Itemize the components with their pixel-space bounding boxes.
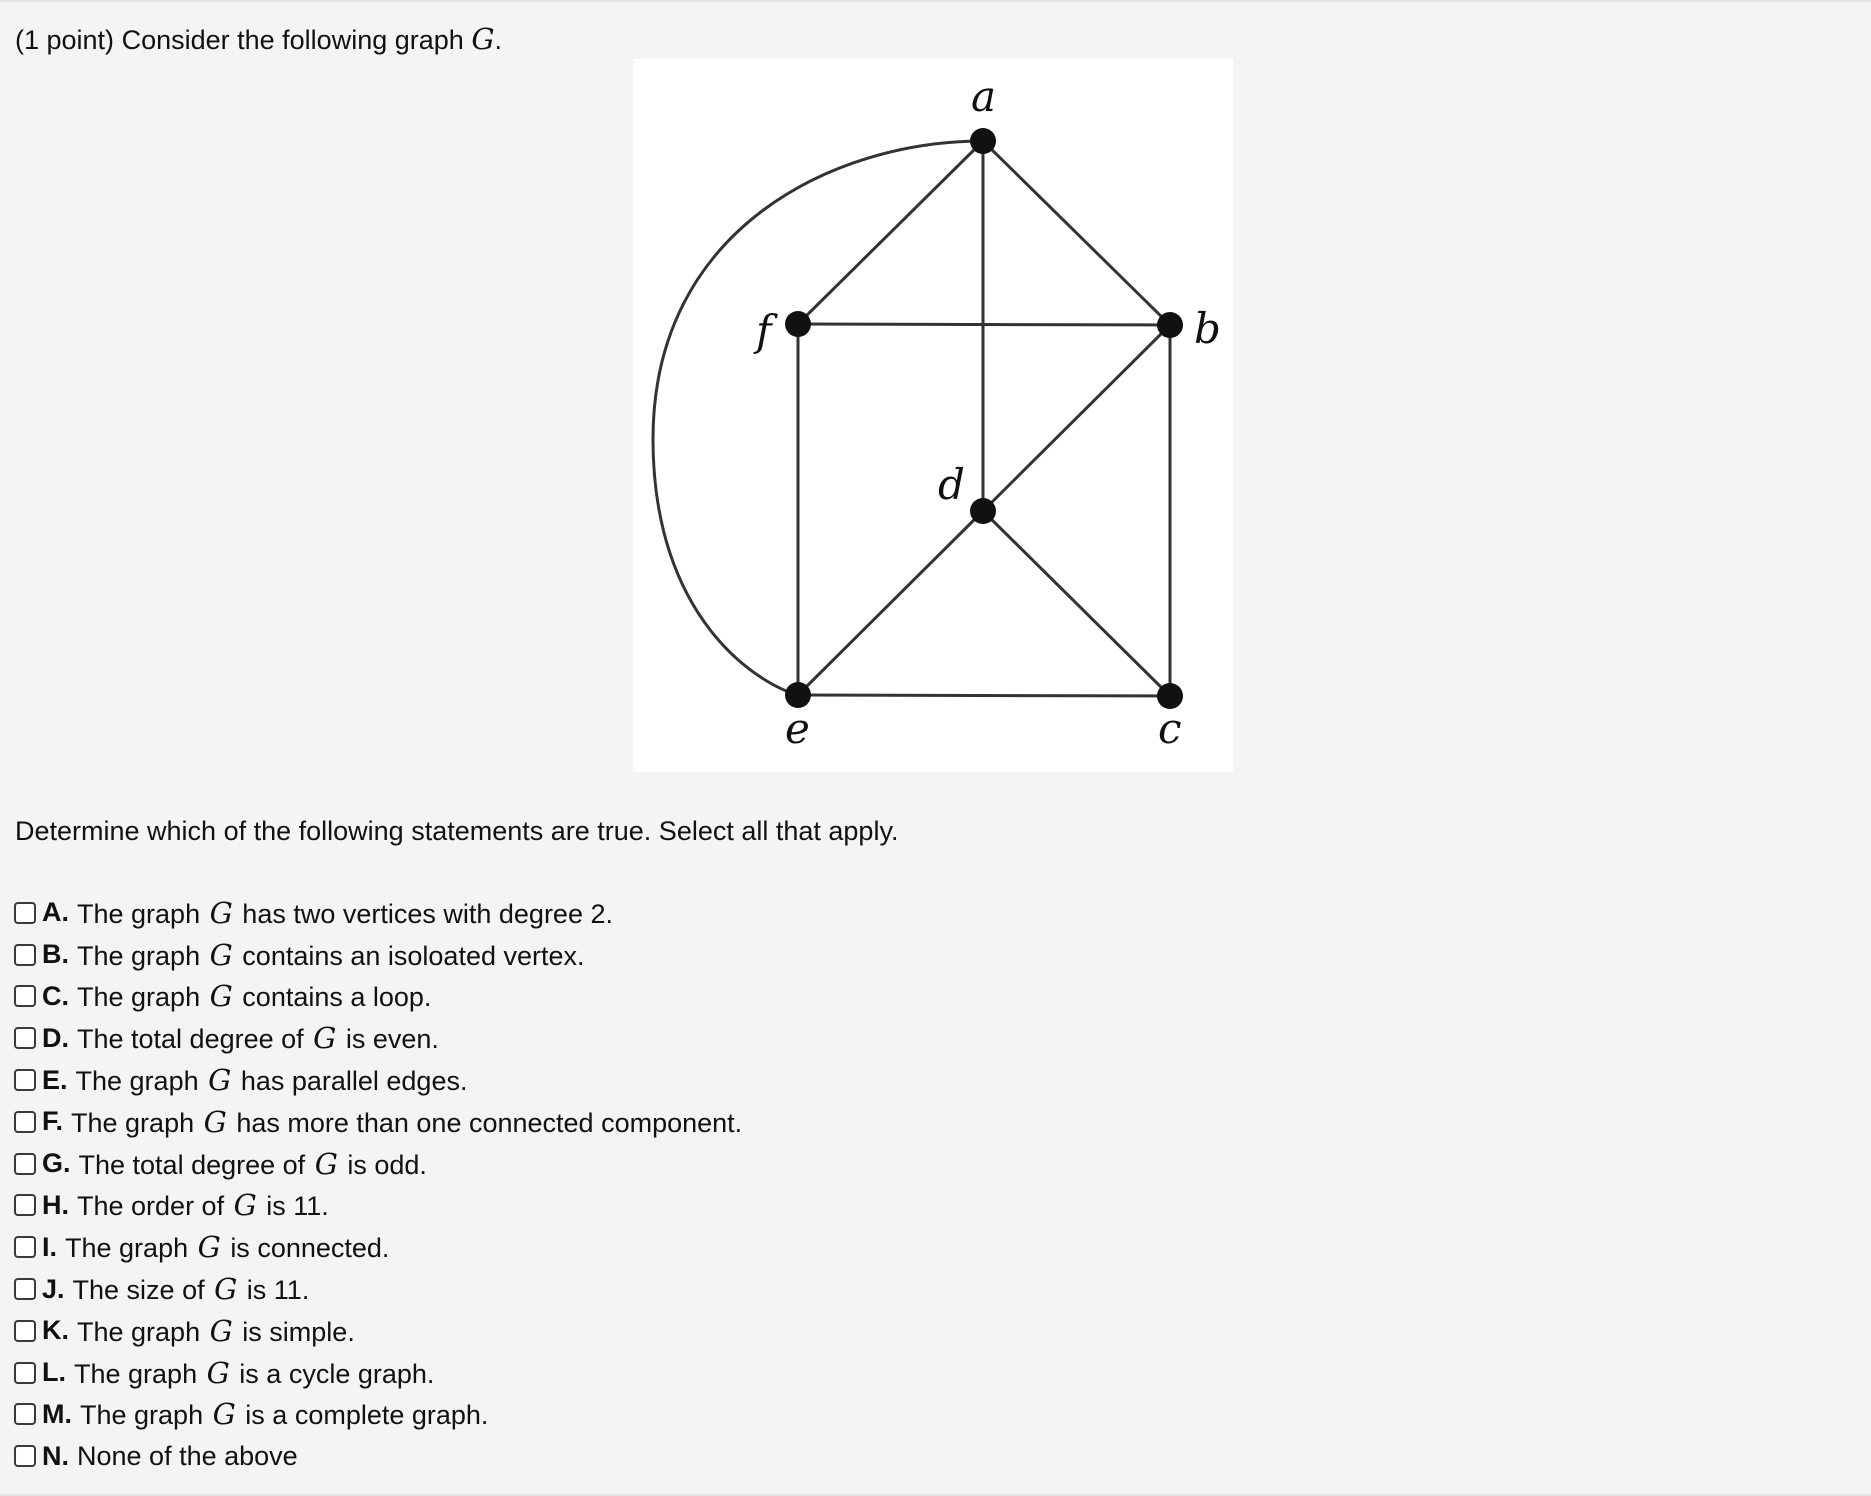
option-h[interactable]: [14, 1185, 742, 1227]
option-f[interactable]: [14, 1101, 742, 1143]
checkbox-b[interactable]: [14, 944, 36, 966]
graph-diagram: [633, 59, 1233, 772]
option-letter: E.: [42, 1064, 68, 1095]
option-c[interactable]: [14, 976, 742, 1018]
graph-symbol: G: [313, 1021, 337, 1056]
graph-symbol: G: [233, 1188, 257, 1223]
edge-d-e: [798, 511, 983, 695]
option-letter: A.: [42, 897, 69, 928]
option-letter: N.: [42, 1440, 69, 1471]
vertex-label-a: a: [971, 72, 997, 121]
option-text: The graph G has two vertices with degree 2.: [77, 895, 613, 930]
graph-symbol: G: [197, 1230, 221, 1265]
checkbox-h[interactable]: [14, 1194, 36, 1216]
graph-symbol: G: [209, 895, 233, 930]
option-letter: F.: [42, 1106, 64, 1137]
option-text: The graph G contains an isoloated vertex.: [77, 937, 585, 972]
option-i[interactable]: [14, 1226, 742, 1268]
option-j[interactable]: [14, 1268, 742, 1310]
option-text: The graph G has parallel edges.: [75, 1063, 468, 1098]
graph-symbol: G: [314, 1146, 338, 1181]
option-letter: G.: [42, 1148, 71, 1179]
graph-symbol: G: [209, 1313, 233, 1348]
vertex-label-f: f: [756, 306, 772, 355]
option-text: None of the above: [77, 1440, 298, 1471]
edge-a-b: [983, 141, 1170, 325]
edge-d-c: [983, 511, 1170, 696]
checkbox-k[interactable]: [14, 1320, 36, 1342]
option-letter: D.: [42, 1022, 69, 1053]
graph-symbol: G: [209, 937, 233, 972]
option-text: The size of G is 11.: [72, 1272, 310, 1307]
edge-a-e: [653, 141, 983, 695]
checkbox-g[interactable]: [14, 1153, 36, 1175]
option-n[interactable]: [14, 1435, 742, 1477]
checkbox-l[interactable]: [14, 1362, 36, 1384]
option-text: The graph G contains a loop.: [77, 979, 432, 1014]
option-text: The graph G has more than one connected component.: [71, 1104, 743, 1139]
option-letter: I.: [42, 1231, 58, 1262]
option-letter: K.: [42, 1315, 69, 1346]
option-a[interactable]: [14, 892, 742, 934]
graph-symbol: G: [214, 1272, 238, 1307]
top-border: [0, 0, 1871, 2]
graph-symbol: G: [203, 1104, 227, 1139]
vertex-f: [785, 311, 811, 337]
option-text: The graph G is a cycle graph.: [74, 1355, 435, 1390]
graph-symbol: G: [471, 22, 495, 56]
points-label: (1 point): [15, 25, 115, 55]
graph-symbol: G: [206, 1355, 230, 1390]
graph-symbol: G: [208, 1063, 232, 1098]
option-text: The graph G is connected.: [65, 1230, 390, 1265]
option-g[interactable]: [14, 1143, 742, 1185]
vertex-label-b: b: [1194, 304, 1221, 353]
vertex-d: [970, 498, 996, 524]
option-k[interactable]: [14, 1310, 742, 1352]
vertex-a: [970, 128, 996, 154]
vertex-label-e: e: [785, 704, 810, 753]
edge-b-d: [983, 325, 1170, 511]
option-d[interactable]: [14, 1017, 742, 1059]
prompt-end-punct: .: [494, 25, 502, 55]
option-l[interactable]: [14, 1352, 742, 1394]
option-b[interactable]: [14, 934, 742, 976]
graph-figure: [633, 59, 1233, 772]
checkbox-e[interactable]: [14, 1069, 36, 1091]
graph-symbol: G: [209, 979, 233, 1014]
option-text: The total degree of G is even.: [77, 1021, 439, 1056]
option-text: The order of G is 11.: [77, 1188, 329, 1223]
checkbox-n[interactable]: [14, 1445, 36, 1467]
checkbox-a[interactable]: [14, 902, 36, 924]
vertex-label-d: d: [938, 460, 965, 509]
option-letter: H.: [42, 1189, 69, 1220]
problem-prompt: Consider the following graph: [121, 25, 464, 55]
edge-e-c: [798, 695, 1170, 696]
option-text: The total degree of G is odd.: [78, 1146, 427, 1181]
checkbox-i[interactable]: [14, 1236, 36, 1258]
answer-options: [14, 892, 742, 1477]
checkbox-m[interactable]: [14, 1403, 36, 1425]
option-letter: M.: [42, 1398, 72, 1429]
problem-header: [15, 20, 502, 59]
option-text: The graph G is simple.: [77, 1313, 355, 1348]
option-letter: B.: [42, 939, 69, 970]
option-letter: L.: [42, 1357, 66, 1388]
checkbox-c[interactable]: [14, 985, 36, 1007]
checkbox-f[interactable]: [14, 1111, 36, 1133]
option-text: The graph G is a complete graph.: [80, 1397, 489, 1432]
graph-symbol: G: [212, 1397, 236, 1432]
edge-a-f: [798, 141, 983, 324]
option-e[interactable]: [14, 1059, 742, 1101]
option-letter: J.: [42, 1273, 65, 1304]
edge-f-b: [798, 324, 1170, 325]
vertex-b: [1157, 312, 1183, 338]
checkbox-j[interactable]: [14, 1278, 36, 1300]
option-letter: C.: [42, 980, 69, 1011]
option-m[interactable]: [14, 1394, 742, 1436]
instruction-text: Determine which of the following statements are true. Select all that apply.: [15, 816, 899, 846]
vertex-label-c: c: [1158, 704, 1182, 753]
checkbox-d[interactable]: [14, 1027, 36, 1049]
